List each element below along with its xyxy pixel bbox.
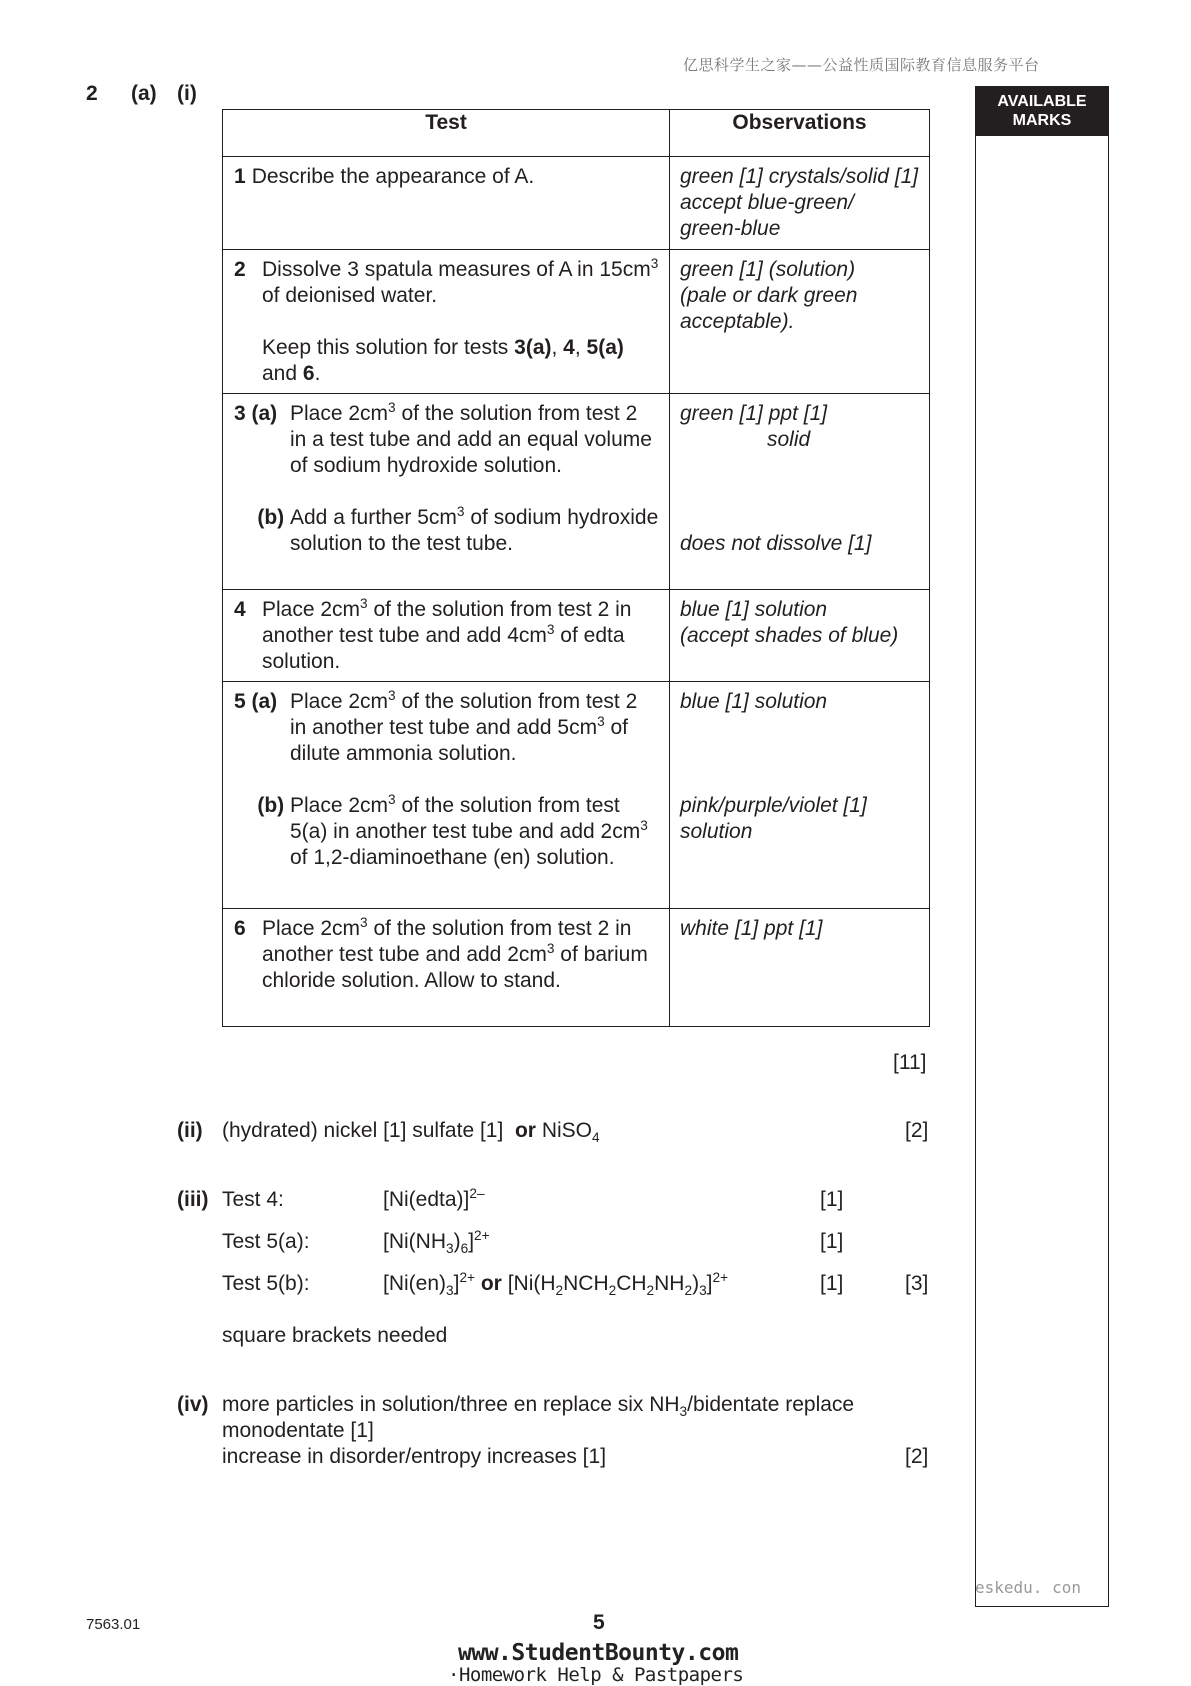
- test-number: 1: [234, 165, 246, 188]
- question-number: 2: [86, 82, 98, 105]
- test-text: Place $2cm^3$ of the solution from test 2 in another test tube and add $5cm^3$ of dilute ammonia solution.: [290, 688, 638, 765]
- test5b-label: Test 5(b):: [222, 1272, 310, 1295]
- test-text: Dissolve 3 spatula measures of A in $15cm^3$ of deionised water. Keep this solution for tests 3(a), 4, 5(a) and 6.: [262, 256, 659, 385]
- part-iv-mark: [2]: [905, 1445, 929, 1468]
- test-number: 4: [234, 598, 246, 621]
- part-iii-label: (iii): [177, 1188, 209, 1211]
- header-watermark: 亿思科学生之家——公益性质国际教育信息服务平台: [683, 56, 1040, 74]
- test-text: Describe the appearance of A.: [251, 165, 535, 188]
- observation-line: blue [1] solution: [680, 598, 828, 621]
- marks-column-header: [975, 86, 1109, 136]
- observation-line: green-blue: [680, 217, 781, 240]
- observation-line: (pale or dark green: [680, 284, 858, 307]
- question-subpart: (i): [177, 82, 197, 105]
- table-row: [223, 157, 930, 250]
- marks-header-line1: AVAILABLE: [997, 93, 1087, 110]
- test4-mark: [1]: [820, 1188, 844, 1211]
- observation-line: solid: [767, 428, 811, 451]
- test4-formula: [Ni(edta)]$^{2-}$: [383, 1186, 485, 1211]
- test-text: Place $2cm^3$ of the solution from test 2 in a test tube and add an equal volume of sodium hydroxide solution.: [290, 400, 652, 477]
- observations-column-header: Observations: [670, 110, 930, 157]
- test-text: Place $2cm^3$ of the solution from test 2 in another test tube and add $4cm^3$ of edta solution.: [262, 596, 632, 673]
- table-row: [223, 250, 930, 394]
- table-row: [223, 394, 930, 590]
- part-iv-label: (iv): [177, 1393, 209, 1416]
- test-text: Place $2cm^3$ of the solution from test 5(a) in another test tube and add $2cm^3$ of 1,2-diaminoethane (en) solution.: [290, 792, 648, 869]
- observation-line: white [1] ppt [1]: [680, 917, 823, 940]
- observation-line: acceptable).: [680, 310, 795, 333]
- question-part: (a): [131, 82, 157, 105]
- marks-column: [975, 86, 1109, 1607]
- observation-line: green [1] ppt [1]: [680, 402, 828, 425]
- observation-line: (accept shades of blue): [680, 624, 899, 647]
- observations-table: [222, 109, 930, 1027]
- observation-line: green [1] (solution): [680, 258, 856, 281]
- observation-line: blue [1] solution: [680, 690, 828, 713]
- test5a-mark: [1]: [820, 1230, 844, 1253]
- table-row: [223, 909, 930, 1027]
- observation-line: pink/purple/violet [1]: [680, 794, 867, 817]
- paper-code: 7563.01: [86, 1616, 141, 1633]
- page-number: 5: [593, 1611, 605, 1634]
- corner-watermark: eskedu. con: [975, 1578, 1081, 1597]
- table-row: [223, 682, 930, 909]
- test-number: 6: [234, 917, 246, 940]
- test-number: 3 (a): [234, 402, 278, 425]
- test-text: Place $2cm^3$ of the solution from test 2 in another test tube and add $2cm^3$ of barium chloride solution. Allow to stand.: [262, 915, 648, 992]
- table-row: [223, 590, 930, 682]
- test-number: 5 (a): [234, 690, 278, 713]
- table-header-row: [223, 110, 930, 157]
- part-ii-mark: [2]: [905, 1119, 929, 1142]
- test5a-label: Test 5(a):: [222, 1230, 310, 1253]
- part-iv-answer: more particles in solution/three en replace six $NH_3$/bidentate replace monodentate [1] increase in disorder/entropy increases [1]: [222, 1393, 855, 1468]
- test5a-formula: $[Ni(NH_3)_6]^{2+}$: [383, 1228, 490, 1257]
- test4-label: Test 4:: [222, 1188, 284, 1211]
- mark-part-i: [11]: [893, 1051, 927, 1074]
- test5b-formula: $[Ni(en)_3]^{2+}$ or $[Ni(H_2NCH_2CH_2NH_2)_3]^{2+}$: [383, 1270, 729, 1299]
- observation-line: accept blue-green/: [680, 191, 854, 214]
- observation-line: green [1] crystals/solid [1]: [680, 165, 919, 188]
- test-number: (b): [257, 794, 285, 817]
- observation-line: solution: [680, 820, 753, 843]
- studentbounty-logo-line2: ·Homework Help & Pastpapers: [448, 1664, 744, 1686]
- part-iii-note: square brackets needed: [222, 1324, 448, 1347]
- test5b-mark: [1]: [820, 1272, 844, 1295]
- test-number: (b): [257, 506, 285, 529]
- test-number: 2: [234, 258, 246, 281]
- part-ii-answer: (hydrated) nickel [1] sulfate [1] or NiSO$_4$: [222, 1119, 600, 1146]
- part-ii-label: (ii): [177, 1119, 203, 1142]
- test-column-header: Test: [223, 110, 670, 157]
- studentbounty-logo-line1: www.StudentBounty.com: [458, 1640, 739, 1666]
- test-text: Add a further $5cm^3$ of sodium hydroxide solution to the test tube.: [290, 504, 659, 555]
- observation-line: does not dissolve [1]: [680, 532, 872, 555]
- part-iii-total-mark: [3]: [905, 1272, 929, 1295]
- marks-header-line2: MARKS: [1012, 112, 1072, 129]
